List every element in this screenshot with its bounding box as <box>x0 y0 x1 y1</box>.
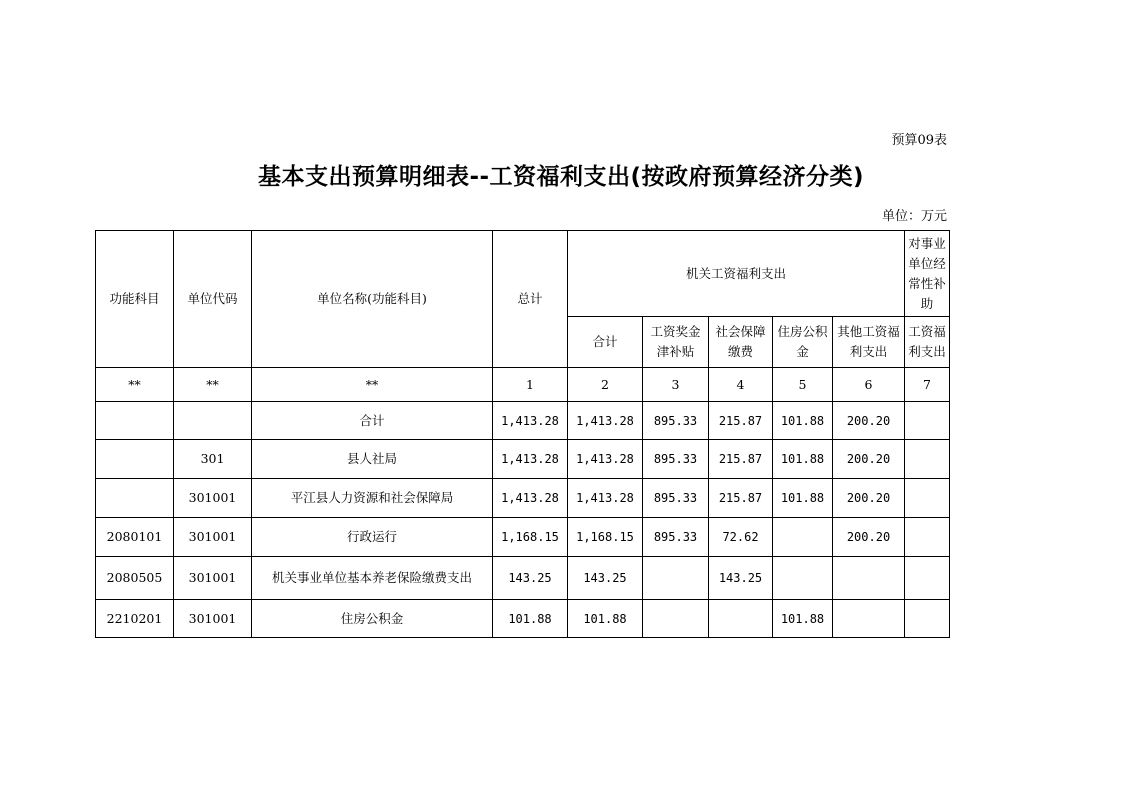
cell-func: 2080101 <box>96 518 174 557</box>
cell-subsidy <box>905 600 950 638</box>
cell-other: 200.20 <box>833 479 905 518</box>
page-title: 基本支出预算明细表--工资福利支出(按政府预算经济分类) <box>257 164 865 190</box>
index-cell: ** <box>96 368 174 402</box>
header-func-subject: 功能科目 <box>96 231 174 368</box>
header-group-org: 机关工资福利支出 <box>568 231 905 317</box>
table-row <box>96 479 950 518</box>
cell-subsidy <box>905 557 950 600</box>
cell-wage <box>643 557 709 600</box>
index-row <box>96 368 950 402</box>
index-cell: 2 <box>568 368 643 402</box>
header-housing-fund: 住房公积金 <box>773 317 833 368</box>
cell-code: 301001 <box>174 479 252 518</box>
cell-wage: 895.33 <box>643 518 709 557</box>
cell-social: 72.62 <box>709 518 773 557</box>
cell-other: 200.20 <box>833 518 905 557</box>
cell-housing <box>773 557 833 600</box>
header-unit-name: 单位名称(功能科目) <box>252 231 493 368</box>
cell-subsidy <box>905 440 950 479</box>
cell-total: 143.25 <box>493 557 568 600</box>
cell-name: 县人社局 <box>252 440 493 479</box>
cell-housing <box>773 518 833 557</box>
cell-sub-total: 1,413.28 <box>568 402 643 440</box>
cell-housing: 101.88 <box>773 440 833 479</box>
cell-social: 143.25 <box>709 557 773 600</box>
cell-code: 301001 <box>174 518 252 557</box>
cell-func: 2210201 <box>96 600 174 638</box>
cell-other <box>833 600 905 638</box>
index-cell: 4 <box>709 368 773 402</box>
table-row <box>96 518 950 557</box>
cell-social: 215.87 <box>709 440 773 479</box>
cell-housing: 101.88 <box>773 479 833 518</box>
cell-name: 住房公积金 <box>252 600 493 638</box>
index-cell: 6 <box>833 368 905 402</box>
index-cell: 3 <box>643 368 709 402</box>
cell-func <box>96 402 174 440</box>
index-cell: ** <box>174 368 252 402</box>
cell-wage: 895.33 <box>643 402 709 440</box>
index-cell: 5 <box>773 368 833 402</box>
cell-wage: 895.33 <box>643 440 709 479</box>
cell-name: 合计 <box>252 402 493 440</box>
cell-name: 平江县人力资源和社会保障局 <box>252 479 493 518</box>
header-total: 总计 <box>493 231 568 368</box>
cell-func: 2080505 <box>96 557 174 600</box>
header-social-security: 社会保障缴费 <box>709 317 773 368</box>
header-other-welfare: 其他工资福利支出 <box>833 317 905 368</box>
cell-social: 215.87 <box>709 479 773 518</box>
cell-sub-total: 101.88 <box>568 600 643 638</box>
header-sub-total: 合计 <box>568 317 643 368</box>
cell-total: 1,413.28 <box>493 402 568 440</box>
cell-total: 101.88 <box>493 600 568 638</box>
cell-sub-total: 143.25 <box>568 557 643 600</box>
cell-name: 机关事业单位基本养老保险缴费支出 <box>252 557 493 600</box>
cell-housing: 101.88 <box>773 402 833 440</box>
header-wage-allowance: 工资奖金津补贴 <box>643 317 709 368</box>
cell-other: 200.20 <box>833 440 905 479</box>
cell-social: 215.87 <box>709 402 773 440</box>
cell-code <box>174 402 252 440</box>
header-subsidy-welfare: 工资福利支出 <box>905 317 950 368</box>
cell-total: 1,413.28 <box>493 440 568 479</box>
cell-code: 301 <box>174 440 252 479</box>
cell-subsidy <box>905 518 950 557</box>
cell-code: 301001 <box>174 600 252 638</box>
index-cell: ** <box>252 368 493 402</box>
cell-wage: 895.33 <box>643 479 709 518</box>
table-row <box>96 440 950 479</box>
cell-func <box>96 479 174 518</box>
cell-code: 301001 <box>174 557 252 600</box>
cell-other <box>833 557 905 600</box>
header-unit-code: 单位代码 <box>174 231 252 368</box>
index-cell: 7 <box>905 368 950 402</box>
table-row <box>96 402 950 440</box>
index-cell: 1 <box>493 368 568 402</box>
header-group-subsidy: 对事业单位经常性补助 <box>905 231 950 317</box>
cell-name: 行政运行 <box>252 518 493 557</box>
cell-sub-total: 1,413.28 <box>568 440 643 479</box>
cell-sub-total: 1,413.28 <box>568 479 643 518</box>
table-row <box>96 600 950 638</box>
budget-table <box>95 230 950 638</box>
cell-wage <box>643 600 709 638</box>
cell-sub-total: 1,168.15 <box>568 518 643 557</box>
cell-subsidy <box>905 479 950 518</box>
cell-total: 1,413.28 <box>493 479 568 518</box>
cell-func <box>96 440 174 479</box>
cell-other: 200.20 <box>833 402 905 440</box>
cell-total: 1,168.15 <box>493 518 568 557</box>
unit-label: 单位：万元 <box>881 209 947 224</box>
cell-housing: 101.88 <box>773 600 833 638</box>
table-row <box>96 557 950 600</box>
cell-social <box>709 600 773 638</box>
form-number: 预算09表 <box>891 133 947 148</box>
cell-subsidy <box>905 402 950 440</box>
